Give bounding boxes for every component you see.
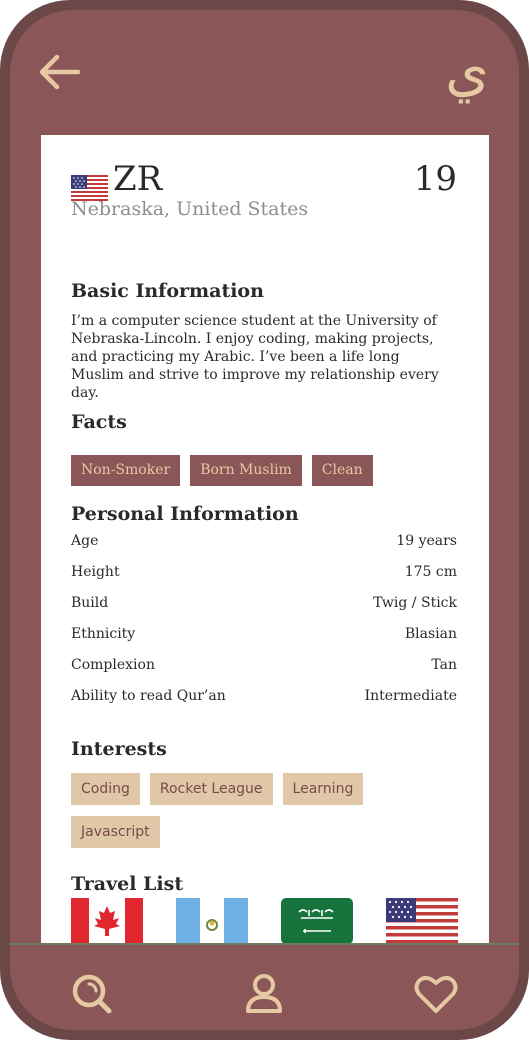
info-row — [71, 530, 457, 561]
info-row — [71, 592, 457, 623]
interest-tag: Learning — [283, 773, 364, 805]
personal-info-heading: Personal Information — [71, 503, 299, 525]
info-value: Tan — [431, 657, 457, 673]
bottom-nav — [10, 943, 519, 1030]
info-label: Age — [71, 533, 99, 549]
info-value: 19 years — [396, 533, 457, 549]
personal-info-list — [71, 530, 457, 716]
info-label: Ethnicity — [71, 626, 136, 642]
profile-name: ZR — [113, 159, 163, 199]
info-label: Complexion — [71, 657, 155, 673]
interests-tags — [71, 773, 461, 848]
info-value: Twig / Stick — [373, 595, 457, 611]
interest-tag: Javascript — [71, 816, 160, 848]
saudi-arabia-flag-icon — [281, 898, 353, 943]
profile-age: 19 — [413, 159, 457, 199]
profile-card — [41, 135, 489, 943]
info-value: Intermediate — [364, 688, 457, 704]
nav-search-button[interactable] — [69, 971, 115, 1017]
nav-profile-button[interactable] — [241, 971, 287, 1017]
facts-tags — [71, 455, 461, 486]
fact-tag: Clean — [312, 455, 373, 486]
arrow-left-icon — [38, 54, 82, 90]
nav-favorites-button[interactable] — [413, 971, 459, 1017]
info-row — [71, 623, 457, 654]
travel-list-heading: Travel List — [71, 873, 184, 895]
back-button[interactable] — [38, 54, 82, 90]
interest-tag: Rocket League — [150, 773, 273, 805]
canada-flag-icon — [71, 898, 143, 943]
fact-tag: Non-Smoker — [71, 455, 180, 486]
search-icon — [69, 971, 115, 1017]
info-row — [71, 561, 457, 592]
basic-info-heading: Basic Information — [71, 280, 264, 302]
language-toggle[interactable] — [441, 40, 493, 104]
arabic-letter-icon: ي — [445, 39, 489, 104]
info-label: Height — [71, 564, 120, 580]
facts-heading: Facts — [71, 411, 127, 433]
fact-tag: Born Muslim — [190, 455, 302, 486]
info-value: 175 cm — [404, 564, 457, 580]
app-screen — [10, 10, 519, 1030]
info-row — [71, 685, 457, 716]
guatemala-flag-icon — [176, 898, 248, 943]
us-flag-icon — [386, 898, 458, 943]
heart-icon — [413, 971, 459, 1017]
info-value: Blasian — [404, 626, 457, 642]
info-label: Build — [71, 595, 109, 611]
top-bar — [10, 10, 519, 134]
travel-flags — [71, 898, 461, 943]
profile-location: Nebraska, United States — [71, 198, 309, 220]
profile-icon — [241, 971, 287, 1017]
interest-tag: Coding — [71, 773, 140, 805]
info-row — [71, 654, 457, 685]
interests-heading: Interests — [71, 738, 167, 760]
bio-text: I’m a computer science student at the University of Nebraska-Lincoln. I enjoy coding, making projects, and practicing my Arabic. I’ve been a life long Muslim and strive to improve my relationship every day. — [71, 313, 439, 401]
info-label: Ability to read Qur’an — [71, 688, 226, 704]
